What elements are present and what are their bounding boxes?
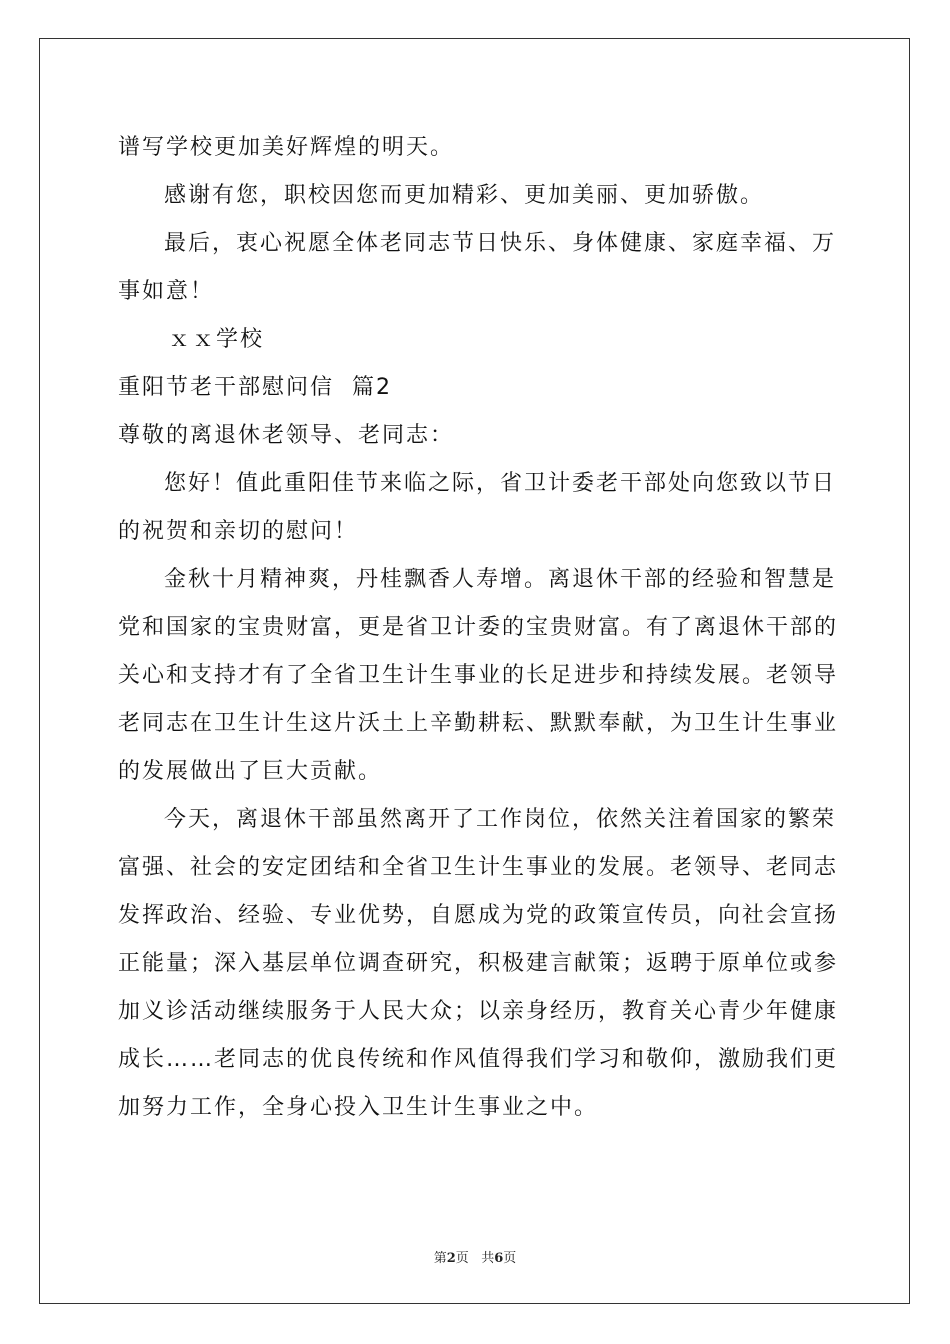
paragraph-line: 您好！值此重阳佳节来临之际，省卫计委老干部处向您致以节日	[164, 471, 837, 496]
paragraph-line: 的祝贺和亲切的慰问！	[118, 519, 359, 544]
signature: ｘｘ学校	[168, 327, 265, 352]
paragraph-line: 党和国家的宝贵财富，更是省卫计委的宝贵财富。有了离退休干部的	[118, 615, 839, 640]
page-label-mid: 页 共	[455, 1251, 495, 1266]
paragraph-line: 正能量；深入基层单位调查研究，积极建言献策；返聘于原单位或参	[118, 951, 839, 976]
paragraph-line: 金秋十月精神爽，丹桂飘香人寿增。离退休干部的经验和智慧是	[164, 567, 837, 592]
paragraph-line: 富强、社会的安定团结和全省卫生计生事业的发展。老领导、老同志	[118, 855, 839, 880]
total-page-number: 6	[494, 1251, 504, 1266]
paragraph-line: 事如意！	[118, 279, 215, 304]
paragraph-line: 成长……老同志的优良传统和作风值得我们学习和敬仰，激励我们更	[118, 1047, 839, 1072]
paragraph-line: 谱写学校更加美好辉煌的明天。	[118, 135, 455, 160]
page-label-prefix: 第	[433, 1251, 447, 1266]
current-page-number: 2	[446, 1251, 456, 1266]
paragraph-line: 发挥政治、经验、专业优势，自愿成为党的政策宣传员，向社会宣扬	[118, 903, 839, 928]
page-label-suffix: 页	[503, 1251, 517, 1266]
paragraph-line: 加义诊活动继续服务于人民大众；以亲身经历，教育关心青少年健康	[118, 999, 839, 1024]
paragraph-line: 最后，衷心祝愿全体老同志节日快乐、身体健康、家庭幸福、万	[164, 231, 837, 256]
salutation: 尊敬的离退休老领导、老同志：	[118, 423, 455, 448]
page-footer	[0, 1247, 950, 1266]
paragraph-line: 老同志在卫生计生这片沃土上辛勤耕耘、默默奉献，为卫生计生事业	[118, 711, 839, 736]
paragraph-line: 关心和支持才有了全省卫生计生事业的长足进步和持续发展。老领导	[118, 663, 839, 688]
paragraph-line: 加努力工作，全身心投入卫生计生事业之中。	[118, 1095, 599, 1120]
paragraph-line: 感谢有您，职校因您而更加精彩、更加美丽、更加骄傲。	[164, 183, 765, 208]
section-heading: 重阳节老干部慰问信 篇2	[118, 375, 392, 400]
document-body	[118, 124, 838, 1132]
paragraph-line: 的发展做出了巨大贡献。	[118, 759, 383, 784]
paragraph-line: 今天，离退休干部虽然离开了工作岗位，依然关注着国家的繁荣	[164, 807, 837, 832]
